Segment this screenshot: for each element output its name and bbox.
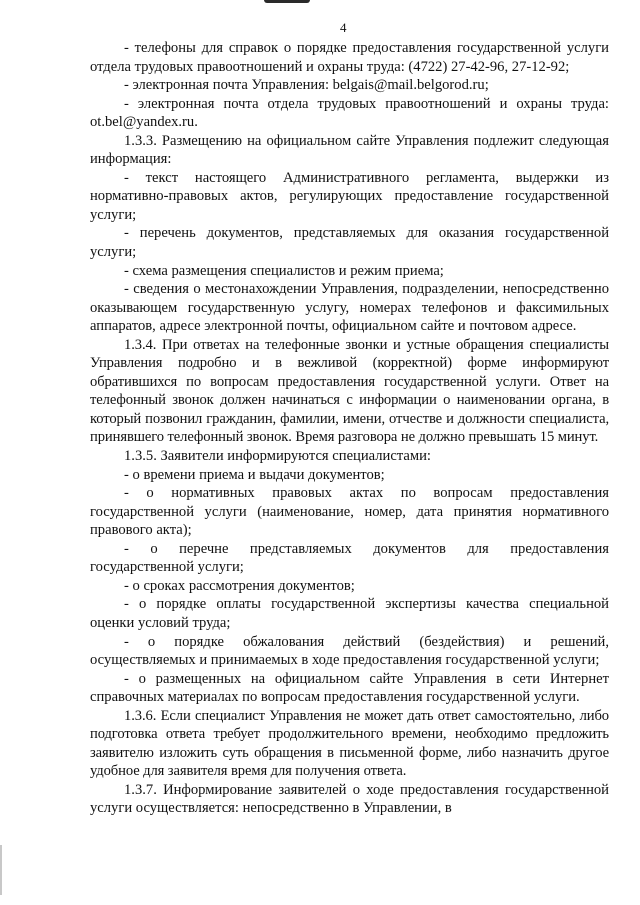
- scan-binding-mark: [264, 0, 310, 3]
- paragraph-1-3-5: 1.3.5. Заявители информируются специалистами:: [124, 448, 431, 465]
- paragraph-1-3-3: 1.3.3. Размещению на официальном сайте Управления подлежит следующая информация:: [90, 132, 609, 168]
- paragraph-location-info: - сведения о местонахождении Управления, подразделении, непосредственно оказывающем государственную услугу, номерах телефонов и факсимильных аппаратов, адресе электронной почты, официальном сайте и почтовом адресе.: [90, 281, 609, 335]
- paragraph-documents-required: - о перечне представляемых документов для предоставления государственной услуги;: [90, 540, 609, 576]
- paragraph-regulation-text: - текст настоящего Административного регламента, выдержки из нормативно-правовых актов, регулирующих предоставление государственной услуги;: [90, 169, 609, 223]
- paragraph-reception-time: - о времени приема и выдачи документов;: [124, 466, 385, 483]
- paragraph-1-3-6: 1.3.6. Если специалист Управления не может дать ответ самостоятельно, либо подготовка ответа требует продолжительного времени, необходимо предложить заявителю изложить суть обращения в письменной форме, либо назначить другое удобное для заявителя время для получения ответа.: [90, 707, 609, 780]
- paragraph-email-labour-section: - электронная почта отдела трудовых правоотношений и охраны труда: ot.bel@yandex.ru.: [90, 95, 609, 131]
- scan-edge-mark: [0, 845, 2, 895]
- paragraph-phones: - телефоны для справок о порядке предоставления государственной услуги отдела трудовых правоотношений и охраны труда: (4722) 27-42-96, 27-12-92;: [90, 40, 609, 75]
- paragraph-1-3-4: 1.3.4. При ответах на телефонные звонки и устные обращения специалисты Управления подробно и в вежливой (корректной) форме информируют обратившихся по вопросам предоставления государственной услуги. Ответ на телефонный звонок должен начинаться с информации о наименовании органа, в который позвонил гражданин, фамилии, имени, отчестве и должности специалиста, принявшего телефонный звонок. Время разговора не должно превышать 15 минут.: [90, 336, 609, 446]
- page-number: 4: [340, 20, 347, 35]
- paragraph-normative-acts: - о нормативных правовых актах по вопросам предоставления государственной услуги (наименование, номер, дата принятия нормативного правового акта);: [90, 485, 609, 539]
- paragraph-1-3-7: 1.3.7. Информирование заявителей о ходе предоставления государственной услуги осуществляется: непосредственно в Управлении, в: [90, 781, 609, 817]
- paragraph-email-department: - электронная почта Управления: belgais@mail.belgorod.ru;: [124, 77, 489, 94]
- document-body: [90, 39, 609, 818]
- paragraph-documents-list: - перечень документов, представляемых для оказания государственной услуги;: [90, 225, 609, 261]
- paragraph-review-terms: - о сроках рассмотрения документов;: [124, 577, 355, 594]
- paragraph-appeal-procedure: - о порядке обжалования действий (бездействия) и решений, осуществляемых и принимаемых в ходе предоставления государственной услуги;: [90, 633, 609, 669]
- paragraph-specialists-schedule: - схема размещения специалистов и режим приема;: [124, 262, 444, 279]
- paragraph-expertise-payment: - о порядке оплаты государственной экспертизы качества специальной оценки условий труда;: [90, 596, 609, 631]
- paragraph-reference-materials: - о размещенных на официальном сайте Управления в сети Интернет справочных материалах по вопросам предоставления государственной услуги.: [90, 670, 609, 706]
